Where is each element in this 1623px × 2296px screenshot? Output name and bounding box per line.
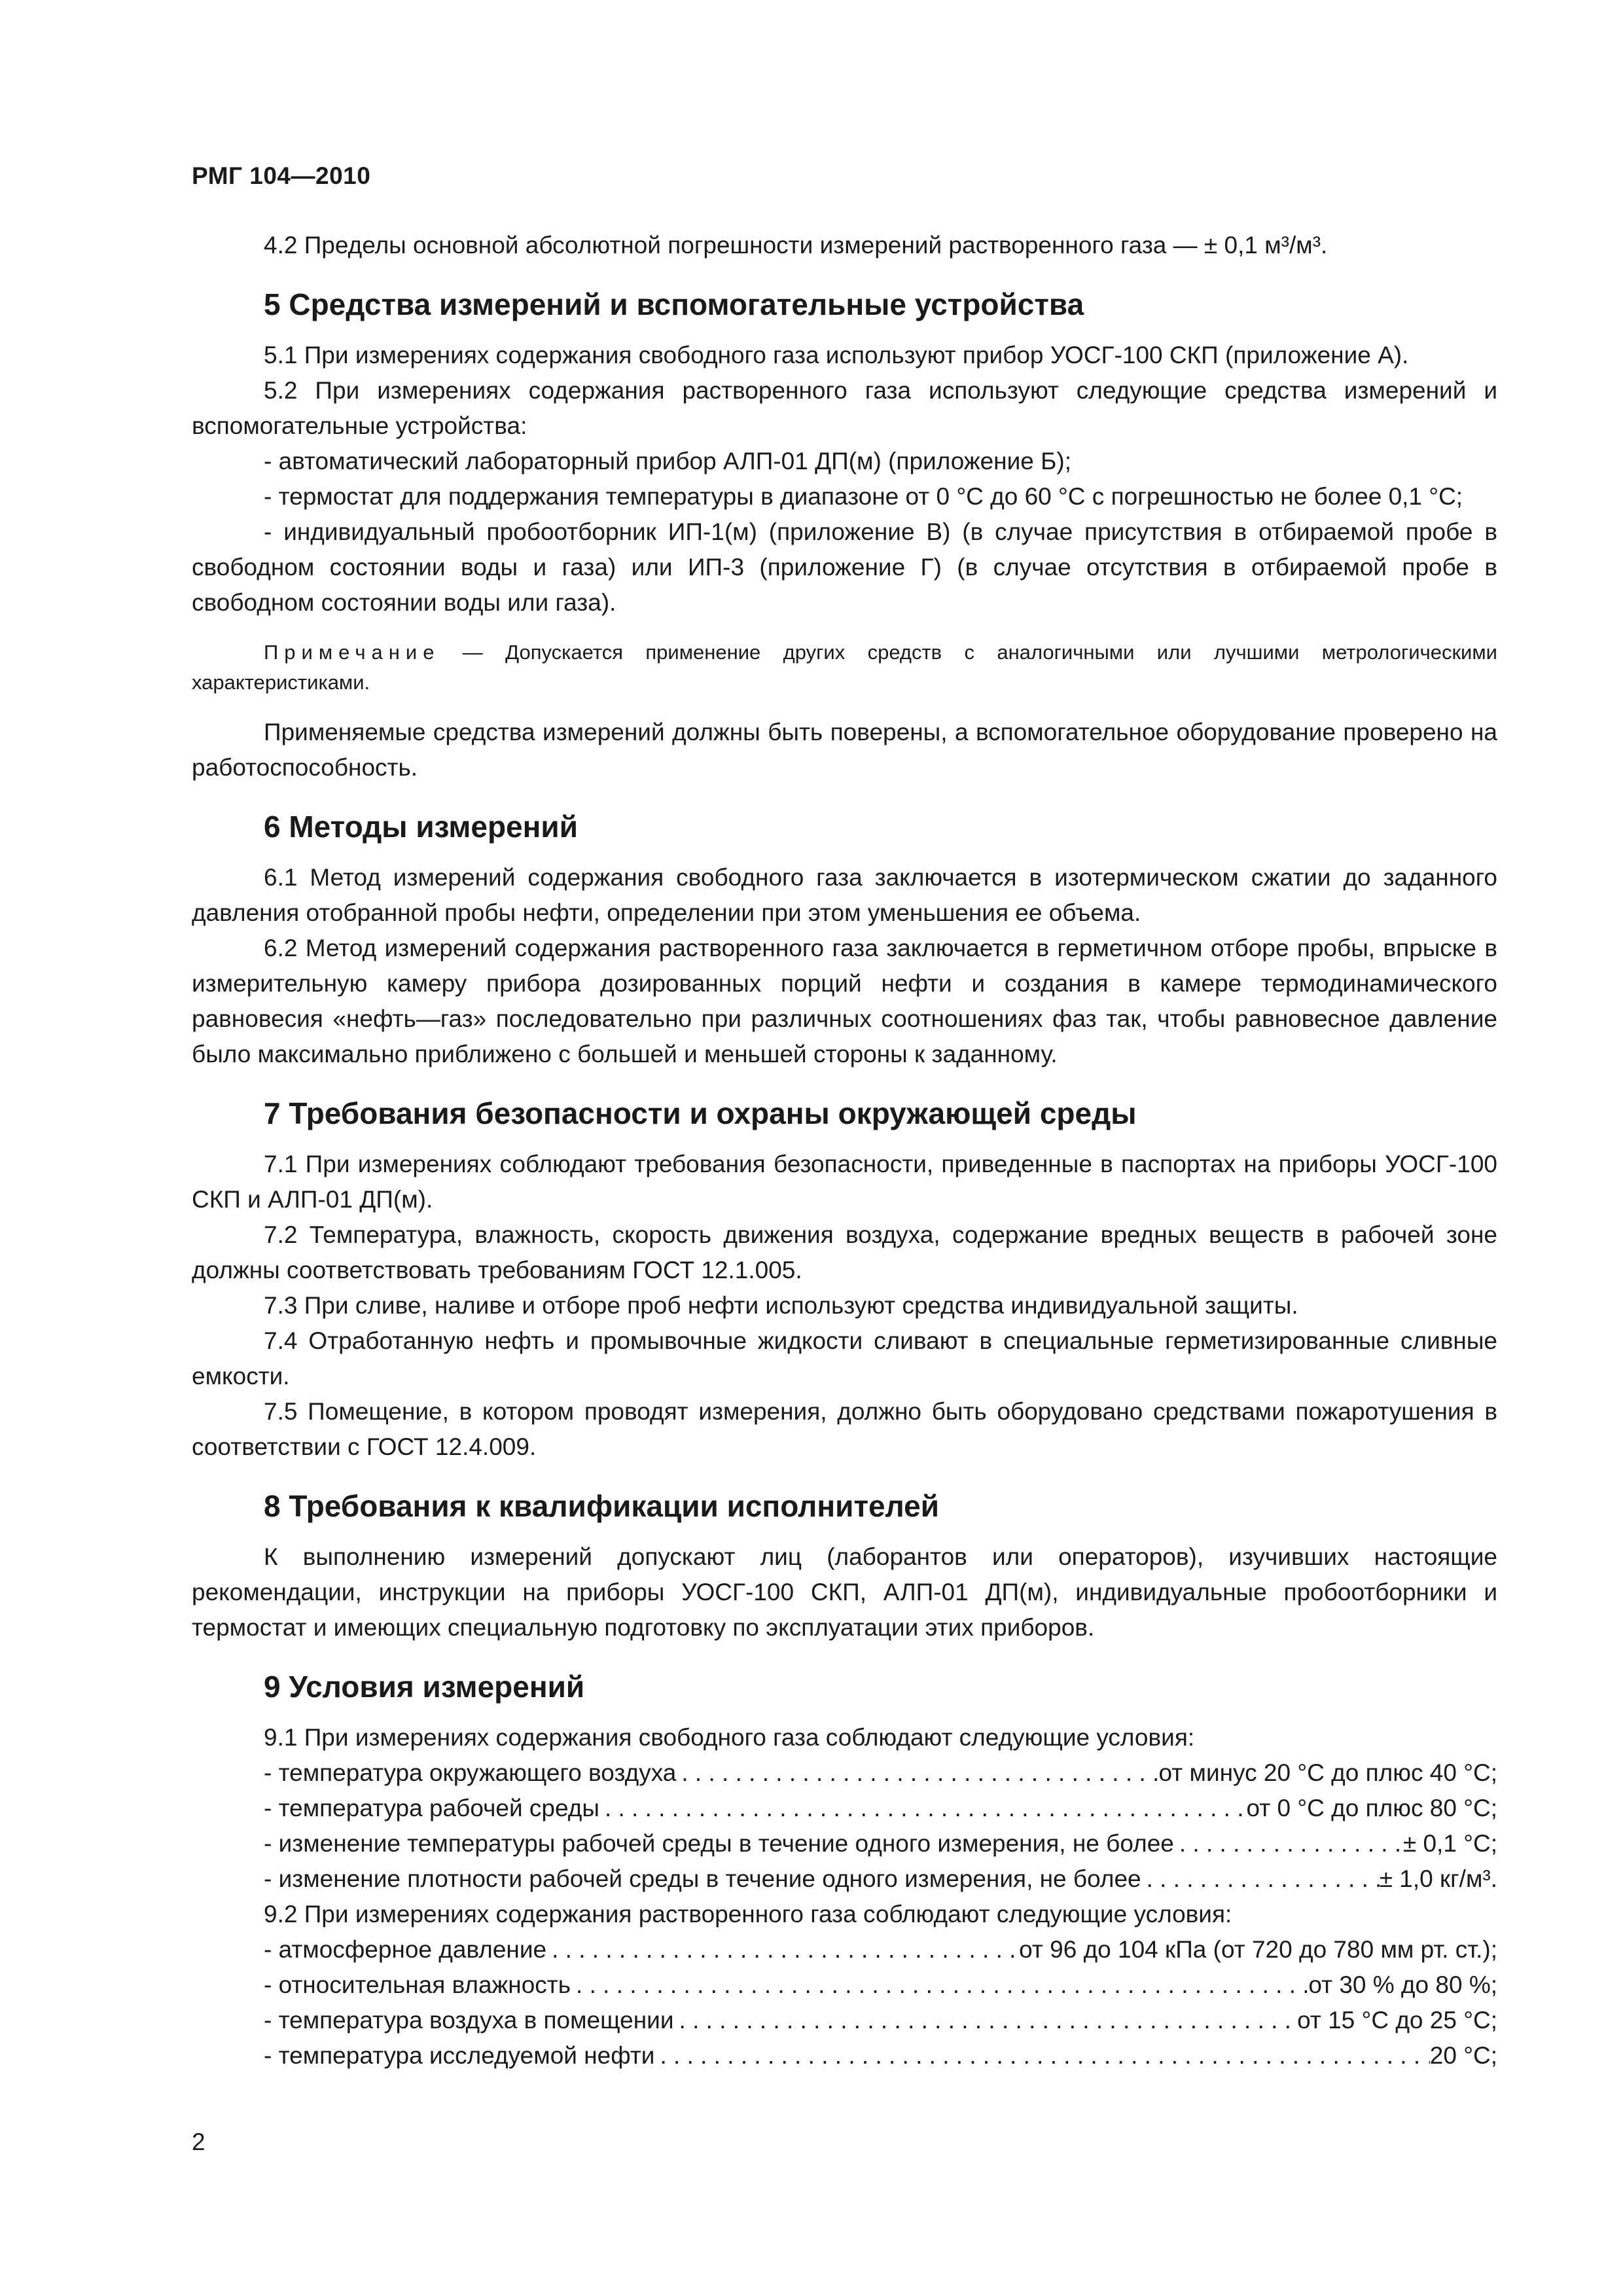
paragraph-5-after: Применяемые средства измерений должны быть поверены, а вспомогательное оборудование проверено на работоспособность. [192,719,1497,781]
paragraph-5-1: 5.1 При измерениях содержания свободного газа используют прибор УОСГ-100 СКП (приложение А). [264,342,1409,368]
condition-label: - относительная влажность [264,1971,571,1998]
note-text: — Допускается применение других средств с аналогичными или лучшими метрологическими характеристиками. [192,641,1497,694]
condition-label: - изменение температуры рабочей среды в течение одного измерения, не более [264,1830,1174,1857]
paragraph-9-2: 9.2 При измерениях содержания растворенного газа соблюдают следующие условия: [264,1901,1232,1928]
section-5-title: 5 Средства измерений и вспомогательные устройства [264,287,1084,321]
section-8-title: 8 Требования к квалификации исполнителей [264,1489,940,1523]
note [192,637,1497,698]
section-9-title: 9 Условия измерений [264,1670,585,1704]
list-item: - автоматический лабораторный прибор АЛП-01 ДП(м) (приложение Б); [264,448,1072,475]
condition-value: от минус 20 °С до плюс 40 °С; [1158,1759,1497,1786]
condition-value: ± 1,0 кг/м³. [1379,1865,1497,1892]
paragraph-4-2: 4.2 Пределы основной абсолютной погрешности измерений растворенного газа — ± 0,1 м³/м³. [264,232,1328,259]
document-body [192,228,1497,2073]
condition-value: от 15 °С до 25 °С; [1297,2007,1497,2034]
paragraph-9-1: 9.1 При измерениях содержания свободного газа соблюдают следующие условия: [264,1724,1195,1751]
page-number: 2 [192,2128,205,2155]
document-id-header: РМГ 104—2010 [192,162,371,189]
condition-value: от 0 °С до плюс 80 °С; [1246,1795,1497,1821]
paragraph-7-5: 7.5 Помещение, в котором проводят измерения, должно быть оборудовано средствами пожаротушения в соответствии с ГОСТ 12.4.009. [192,1398,1497,1460]
paragraph-8: К выполнению измерений допускают лиц (лаборантов или операторов), изучивших настоящие рекомендации, инструкции на приборы УОСГ-100 СКП, АЛП-01 ДП(м), индивидуальные пробоотборники и термостат и имеющих специальную подготовку по эксплуатации этих приборов. [192,1543,1497,1641]
paragraph-7-4: 7.4 Отработанную нефть и промывочные жидкости сливают в специальные герметизированные сливные емкости. [192,1327,1497,1390]
condition-row [192,1861,1497,1897]
list-item: - термостат для поддержания температуры в диапазоне от 0 °С до 60 °С с погрешностью не более 0,1 °С; [264,483,1463,510]
condition-row [192,1932,1497,1967]
condition-label: - атмосферное давление [264,1936,547,1963]
condition-value: 20 °С; [1429,2042,1497,2069]
condition-row [192,2038,1497,2073]
note-label: Примечание [264,641,440,664]
condition-label: - температура окружающего воздуха [264,1759,677,1786]
condition-row [192,1791,1497,1826]
condition-value: от 96 до 104 кПа (от 720 до 780 мм рт. ст.); [1019,1936,1497,1963]
condition-value: ± 0,1 °С; [1402,1830,1497,1857]
section-6-title: 6 Методы измерений [264,810,578,844]
paragraph-6-2: 6.2 Метод измерений содержания растворенного газа заключается в герметичном отборе пробы, впрыске в измерительную камеру прибора дозированных порций нефти и создания в камере термодинамического равновесия «нефть—газ» последовательно при различных соотношениях фаз так, чтобы равновесное давление было максимально приближено с большей и меньшей стороны к заданному. [192,935,1497,1067]
paragraph-7-2: 7.2 Температура, влажность, скорость движения воздуха, содержание вредных веществ в рабочей зоне должны соответствовать требованиям ГОСТ 12.1.005. [192,1221,1497,1283]
condition-value: от 30 % до 80 %; [1308,1971,1497,1998]
paragraph-7-1: 7.1 При измерениях соблюдают требования безопасности, приведенные в паспортах на приборы УОСГ-100 СКП и АЛП-01 ДП(м). [192,1151,1497,1213]
condition-row [192,1755,1497,1791]
condition-label: - температура воздуха в помещении [264,2007,674,2034]
list-item: - индивидуальный пробоотборник ИП-1(м) (приложение В) (в случае присутствия в отбираемой пробе в свободном состоянии воды и газа) или ИП-3 (приложение Г) (в случае отсутствия в отбираемой пробе в свободном состоянии воды или газа). [192,518,1497,616]
section-7-title: 7 Требования безопасности и охраны окружающей среды [264,1096,1137,1130]
condition-row [192,2003,1497,2038]
condition-label: - температура рабочей среды [264,1795,599,1821]
paragraph-5-2: 5.2 При измерениях содержания растворенного газа используют следующие средства измерений и вспомогательные устройства: [192,377,1497,439]
paragraph-6-1: 6.1 Метод измерений содержания свободного газа заключается в изотермическом сжатии до заданного давления отобранной пробы нефти, определении при этом уменьшения ее объема. [192,864,1497,926]
paragraph-7-3: 7.3 При сливе, наливе и отборе проб нефти используют средства индивидуальной защиты. [264,1292,1298,1319]
condition-label: - изменение плотности рабочей среды в течение одного измерения, не более [264,1865,1141,1892]
condition-row [192,1967,1497,2003]
condition-label: - температура исследуемой нефти [264,2042,655,2069]
condition-row [192,1826,1497,1861]
